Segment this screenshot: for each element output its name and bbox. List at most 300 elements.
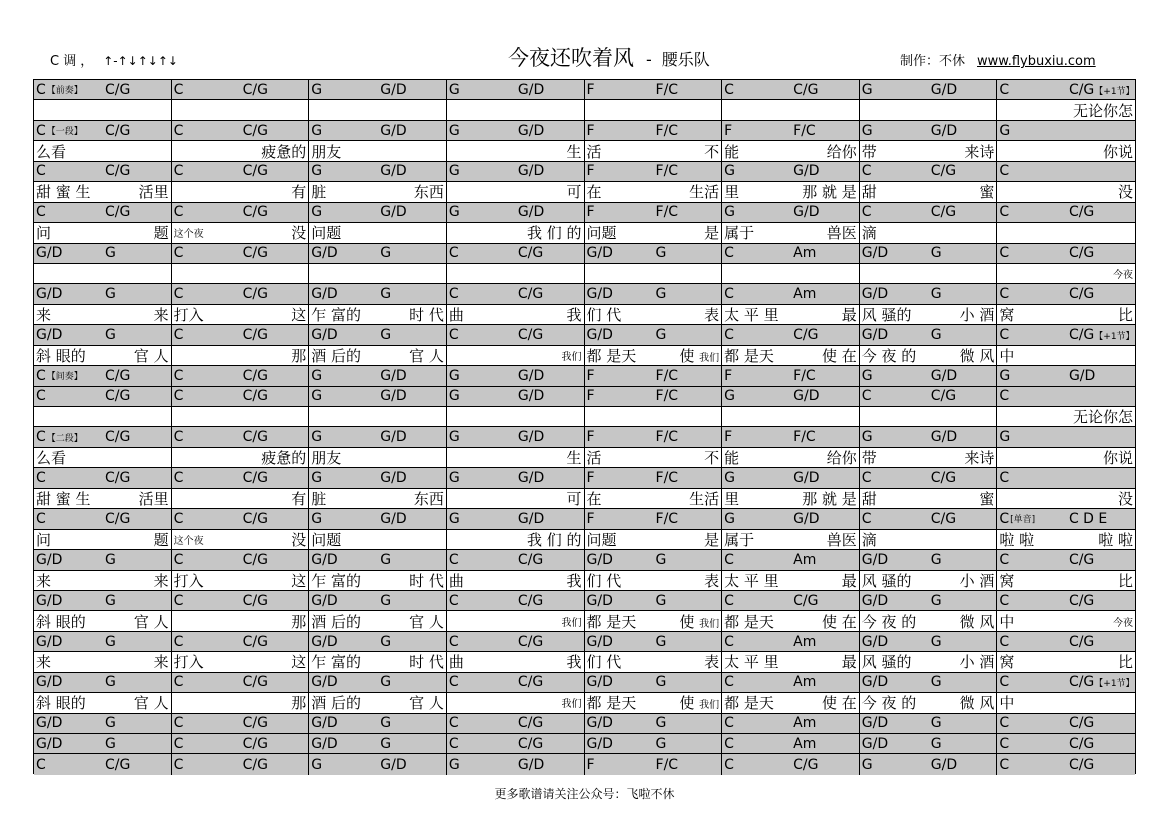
chord-symbol-secondary: C/G: [105, 429, 131, 446]
lyric-measure: [722, 489, 860, 508]
chord-symbol: G: [448, 429, 460, 446]
chord-symbol: C: [36, 122, 46, 139]
chord-symbol-secondary: G/D: [930, 367, 958, 384]
chord-symbol: F: [724, 122, 733, 139]
chord-symbol-secondary: F/C: [655, 81, 679, 98]
chord-symbol: G: [311, 81, 323, 98]
chord-symbol-secondary: G/D: [793, 470, 820, 487]
chord-measure: [34, 509, 172, 528]
lyric-text: 这: [291, 571, 307, 590]
chord-measure: [997, 550, 1135, 569]
chord-symbol-secondary: F/C: [655, 367, 679, 384]
chord-symbol: G/D: [311, 245, 338, 262]
chord-measure: [309, 714, 447, 733]
chord-symbol-secondary: G/D: [517, 429, 545, 446]
lyric-text: 官 人: [409, 694, 444, 713]
chord-symbol: C: [173, 592, 184, 609]
chord-measure: [172, 673, 310, 692]
chord-measure: [34, 734, 172, 753]
lyric-text: 都 是天: [586, 612, 637, 631]
lyric-text: 问题: [586, 530, 617, 549]
lyric-measure: [860, 693, 998, 712]
lyric-measure: [309, 223, 447, 242]
lyric-measure: [309, 448, 447, 467]
chord-measure: [585, 632, 723, 651]
key-label: C 调: [50, 54, 77, 69]
lyric-text: 微 风: [959, 612, 995, 631]
chord-symbol: C: [173, 674, 184, 691]
lyric-measure: [585, 407, 723, 426]
chord-measure: [860, 714, 998, 733]
chord-symbol: G/D: [586, 551, 613, 568]
lyric-measure: [860, 611, 998, 630]
chord-symbol-secondary: C/G: [242, 551, 268, 568]
lyric-measure: [309, 652, 447, 671]
lyric-measure: [172, 611, 310, 630]
chord-symbol: C: [173, 510, 184, 527]
lyric-text: 活: [586, 449, 602, 468]
chord-measure: [997, 387, 1135, 406]
lyric-text: 这: [291, 306, 307, 325]
lyric-text: 疲惫: [261, 142, 292, 161]
chord-symbol: C: [999, 674, 1010, 691]
lyric-text: 风 骚的: [861, 653, 912, 672]
lyric-measure: [722, 611, 860, 630]
chord-symbol-secondary: G: [655, 735, 667, 752]
key-separator: ，: [80, 54, 94, 69]
chord-symbol-secondary: C/G: [517, 551, 544, 568]
lyric-text: 那: [291, 694, 307, 713]
song-title: 今夜还吹着风: [508, 46, 634, 70]
chord-symbol: G/D: [36, 286, 63, 303]
chord-symbol-secondary: G: [105, 551, 116, 568]
chord-symbol-secondary: C/G: [242, 286, 268, 303]
chord-measure: [722, 325, 860, 344]
chord-symbol-secondary: F/C: [793, 367, 816, 384]
lyric-measure: [997, 448, 1135, 467]
chord-measure: [447, 366, 585, 385]
chord-symbol: C: [36, 81, 46, 98]
chord-symbol-secondary: C/G: [242, 633, 268, 650]
lyric-text: 属于: [724, 224, 755, 243]
lyric-measure: [172, 305, 310, 324]
song-title-block: [508, 42, 710, 72]
chord-symbol-secondary: C/G: [793, 326, 819, 343]
lyric-measure: [997, 264, 1135, 283]
lyric-text: 乍 富的: [311, 306, 362, 325]
chord-measure: [722, 366, 860, 385]
chord-symbol-secondary: C/G: [242, 388, 268, 405]
lyric-text: 是: [704, 530, 720, 549]
lyric-text: 在: [586, 183, 602, 202]
chord-symbol-secondary: C/G【+1节】: [1068, 326, 1135, 343]
chord-symbol-secondary: C/G: [1068, 551, 1095, 568]
chord-symbol: C: [999, 81, 1010, 98]
lyric-measure: [997, 223, 1135, 242]
chord-measure: [722, 734, 860, 753]
lyric-text: 生: [566, 449, 582, 468]
chord-symbol-secondary: Am: [793, 551, 817, 568]
chord-symbol: G: [311, 470, 323, 487]
lyric-text: 最: [841, 571, 857, 590]
chord-symbol: G/D: [36, 592, 63, 609]
chord-symbol: G: [724, 388, 735, 405]
chord-measure: [722, 284, 860, 303]
chord-symbol-secondary: G: [930, 715, 942, 732]
chord-measure: [172, 734, 310, 753]
chord-measure: [585, 468, 723, 487]
chord-symbol: G/D: [311, 286, 338, 303]
chord-measure: [860, 366, 998, 385]
lyric-text: 没: [291, 530, 307, 549]
lyric-text: 表: [704, 653, 720, 672]
chord-symbol: G/D: [861, 326, 889, 343]
lyric-text: 可: [566, 183, 582, 202]
chord-symbol-secondary: C/G: [930, 388, 957, 405]
lyric-text: 兽医: [826, 224, 857, 243]
lyric-measure: [172, 223, 310, 242]
chord-symbol: C: [861, 204, 872, 221]
chord-symbol-secondary: C/G: [242, 756, 268, 773]
chord-symbol-secondary: C/G: [105, 122, 131, 139]
chord-measure: [447, 284, 585, 303]
chord-symbol-secondary: G: [930, 674, 942, 691]
lyric-text: 不: [704, 449, 720, 468]
chord-symbol-secondary: G: [655, 715, 667, 732]
lyric-text: 曲: [448, 653, 464, 672]
chord-measure: [997, 162, 1135, 181]
chord-symbol: C: [999, 715, 1010, 732]
lyric-text: 乍 富的: [311, 653, 362, 672]
chord-measure: [309, 121, 447, 140]
chord-symbol: C: [36, 204, 46, 221]
chord-symbol: C: [36, 367, 46, 384]
chord-symbol: C: [173, 470, 184, 487]
chord-symbol-secondary: C/G: [517, 245, 544, 262]
lyric-text: 风 骚的: [861, 306, 912, 325]
chord-symbol-secondary: C/G: [1068, 204, 1095, 221]
chord-symbol-secondary: G: [380, 286, 392, 303]
chord-symbol: C: [724, 735, 734, 752]
lyric-text: 都 是天: [724, 346, 774, 365]
lyric-measure: [585, 141, 723, 160]
chord-measure: [172, 550, 310, 569]
chord-symbol: G: [448, 163, 460, 180]
lyric-text: 滴: [861, 530, 877, 549]
chord-measure: [860, 632, 998, 651]
chord-measure: [585, 427, 723, 446]
chord-measure: [309, 632, 447, 651]
chord-symbol-secondary: F/C: [655, 204, 679, 221]
chord-symbol: C: [173, 326, 184, 343]
lyric-text: 酒 后的: [311, 612, 362, 631]
lyric-text: 今夜: [1113, 270, 1133, 282]
chord-symbol-secondary: C/G: [242, 735, 268, 752]
chord-symbol: C: [724, 551, 734, 568]
chord-measure: [722, 427, 860, 446]
chord-symbol: G/D: [586, 633, 613, 650]
section-tag: 【二段】: [46, 433, 83, 444]
lyric-text: 曲: [448, 306, 464, 325]
lyric-text: 来: [36, 306, 52, 325]
chord-symbol: C: [448, 245, 459, 262]
lyric-measure: [447, 305, 585, 324]
chord-measure: [722, 121, 860, 140]
chord-symbol: C: [861, 388, 872, 405]
chord-measure: [722, 244, 860, 263]
lyric-measure: [860, 571, 998, 590]
chord-measure: [722, 387, 860, 406]
chord-symbol: C: [36, 388, 46, 405]
chord-symbol: G/D: [861, 715, 889, 732]
chord-measure: [447, 387, 585, 406]
chord-symbol-secondary: C/G: [242, 674, 268, 691]
lyric-text: 问题: [586, 224, 617, 243]
lyric-text: 们 代: [586, 653, 622, 672]
chord-symbol-secondary: C/G: [1068, 633, 1095, 650]
chord-symbol: C: [448, 735, 459, 752]
chord-row: [34, 244, 1135, 264]
lyric-measure: [860, 305, 998, 324]
lyric-measure: [585, 223, 723, 242]
chord-symbol-secondary: G: [105, 674, 116, 691]
lyric-text: 那: [291, 346, 307, 365]
chord-symbol: G/D: [861, 592, 889, 609]
chord-symbol: G: [311, 163, 323, 180]
chord-symbol: G: [448, 367, 460, 384]
chord-measure: [997, 121, 1135, 140]
section-tag: 【间奏】: [46, 372, 83, 383]
chord-measure: [860, 325, 998, 344]
chord-symbol-secondary: C/G: [1068, 286, 1095, 303]
chord-symbol-secondary: G/D: [930, 81, 958, 98]
chord-symbol-secondary: C/G: [105, 388, 131, 405]
lyric-row: [34, 100, 1135, 120]
lyric-measure: [34, 448, 172, 467]
chord-measure: [860, 673, 998, 692]
lyric-measure: [722, 305, 860, 324]
chord-symbol: G/D: [36, 551, 63, 568]
chord-measure: [997, 468, 1135, 487]
chord-symbol: G/D: [586, 735, 613, 752]
chord-symbol-secondary: G: [930, 286, 942, 303]
chord-measure: [860, 387, 998, 406]
chord-symbol-secondary: G: [380, 715, 392, 732]
lyric-row: [34, 407, 1135, 427]
chord-measure: [585, 284, 723, 303]
chord-symbol: G/D: [586, 715, 613, 732]
chord-measure: [997, 427, 1135, 446]
chord-measure: [309, 468, 447, 487]
lyric-row: [34, 571, 1135, 591]
chord-measure: [722, 203, 860, 222]
chord-measure: [172, 468, 310, 487]
lyric-measure: [860, 346, 998, 365]
chord-symbol-secondary: C/G: [242, 245, 268, 262]
lyric-measure: [34, 264, 172, 283]
lyric-text: 小 酒: [959, 571, 995, 590]
lyric-text: 都 是天: [724, 694, 774, 713]
chord-symbol: G: [311, 204, 323, 221]
footer-note: 更多歌谱请关注公众号：飞啦不休: [494, 787, 675, 801]
lyric-measure: [172, 182, 310, 201]
chord-measure: [585, 203, 723, 222]
lyric-measure: [860, 223, 998, 242]
chord-symbol-secondary: G/D: [517, 81, 545, 98]
chord-symbol: C: [724, 674, 734, 691]
lyric-text: 最: [841, 653, 857, 672]
chord-symbol: C: [999, 388, 1010, 405]
chord-measure: [447, 673, 585, 692]
lyric-text: 怎: [1117, 101, 1133, 120]
lyric-text: 比: [1117, 653, 1133, 672]
lyric-text: 你说: [1102, 142, 1133, 161]
chord-symbol-secondary: F/C: [655, 388, 679, 405]
section-tag: [单音]: [1010, 515, 1036, 526]
chord-measure: [585, 714, 723, 733]
lyric-row: [34, 652, 1135, 672]
chord-symbol-secondary: C/G: [517, 735, 544, 752]
lyric-measure: [34, 182, 172, 201]
lyric-text: 太 平 里: [724, 653, 779, 672]
chord-symbol-secondary: F/C: [655, 470, 679, 487]
lyric-measure: [172, 141, 310, 160]
chord-symbol: F: [586, 429, 595, 446]
chord-symbol: G/D: [311, 674, 338, 691]
chord-measure: [860, 468, 998, 487]
lyric-row: [34, 223, 1135, 243]
lyric-measure: [34, 346, 172, 365]
lyric-text: 题: [153, 224, 169, 243]
chord-symbol: C: [36, 163, 46, 180]
chord-symbol: G/D: [311, 715, 338, 732]
chord-symbol-secondary: Am: [793, 715, 817, 732]
chord-row: [34, 366, 1135, 386]
chord-symbol: G/D: [586, 674, 613, 691]
chord-symbol: G: [999, 367, 1011, 384]
lyric-measure: [34, 571, 172, 590]
lyric-text: 比: [1117, 306, 1133, 325]
chord-symbol: C: [999, 163, 1010, 180]
chord-measure: [34, 284, 172, 303]
chord-measure: [722, 80, 860, 99]
lyric-text: 有: [291, 489, 307, 508]
chord-symbol: C: [861, 510, 872, 527]
lyric-measure: [722, 652, 860, 671]
chord-symbol-secondary: C/G: [930, 470, 957, 487]
lyric-measure: [447, 611, 585, 630]
lyric-measure: [447, 223, 585, 242]
chord-symbol: C: [173, 204, 184, 221]
chord-symbol-secondary: G/D: [517, 510, 545, 527]
lyric-text: 的: [291, 449, 307, 468]
chord-symbol-secondary: G/D: [380, 510, 407, 527]
lyric-measure: [309, 407, 447, 426]
lyric-measure: [585, 182, 723, 201]
lyric-measure: [997, 182, 1135, 201]
chord-symbol-secondary: G: [655, 245, 667, 262]
chord-symbol-secondary: C/G【+1节】: [1068, 674, 1135, 691]
chord-measure: [997, 734, 1135, 753]
chord-symbol: C: [36, 756, 46, 773]
chord-symbol-secondary: G/D: [380, 429, 407, 446]
chord-measure: [997, 284, 1135, 303]
chord-symbol-secondary: G: [930, 551, 942, 568]
chord-symbol: C: [173, 756, 184, 773]
lyric-measure: [997, 489, 1135, 508]
lyric-measure: [585, 693, 723, 712]
chord-symbol-secondary: C D E: [1068, 510, 1108, 527]
lyric-text: 么看: [36, 142, 67, 161]
lyric-text: 可: [566, 489, 582, 508]
chord-symbol-secondary: C/G: [793, 81, 819, 98]
lyric-measure: [997, 407, 1135, 426]
chord-measure: [447, 632, 585, 651]
chord-measure: [585, 591, 723, 610]
chord-measure: [860, 162, 998, 181]
chord-symbol: C: [173, 367, 184, 384]
chord-symbol: G/D: [861, 674, 889, 691]
chord-symbol-secondary: G: [105, 245, 116, 262]
chord-measure: [172, 325, 310, 344]
lyric-measure: [860, 652, 998, 671]
chord-row: [34, 591, 1135, 611]
chord-measure: [860, 244, 998, 263]
chord-symbol-secondary: G: [655, 551, 667, 568]
chord-measure: [34, 754, 172, 774]
lyric-measure: [172, 571, 310, 590]
chord-symbol-secondary: G: [655, 633, 667, 650]
title-dash: -: [646, 50, 652, 69]
chord-symbol-secondary: C/G: [105, 470, 131, 487]
chord-symbol-secondary: G: [655, 326, 667, 343]
chord-symbol: C: [999, 633, 1010, 650]
chord-symbol: C: [173, 551, 184, 568]
website-link[interactable]: www.flybuxiu.com: [977, 54, 1096, 69]
chord-symbol-secondary: G/D: [930, 122, 958, 139]
lyric-text: 今 夜 的: [861, 694, 917, 713]
chord-symbol-secondary: G/D: [380, 163, 407, 180]
lyric-measure: [447, 448, 585, 467]
lyric-measure: [34, 693, 172, 712]
lyric-measure: [860, 489, 998, 508]
chord-symbol-secondary: G: [105, 633, 116, 650]
chord-symbol: G: [724, 510, 735, 527]
chord-symbol-secondary: G: [930, 633, 942, 650]
lyric-text: 我: [566, 653, 582, 672]
chord-measure: [997, 366, 1135, 385]
lyric-measure: [585, 264, 723, 283]
lyric-text: 么看: [36, 449, 67, 468]
chord-symbol-secondary: C/G: [242, 592, 268, 609]
chord-symbol: G/D: [36, 245, 63, 262]
chord-symbol: G/D: [311, 735, 338, 752]
chord-symbol-secondary: Am: [793, 735, 817, 752]
chord-symbol: G: [311, 510, 323, 527]
lyric-measure: [447, 693, 585, 712]
chord-measure: [447, 714, 585, 733]
lyric-measure: [34, 100, 172, 119]
lyric-measure: [309, 346, 447, 365]
chord-symbol: G: [448, 510, 460, 527]
lyric-text: 曲: [448, 571, 464, 590]
chord-measure: [309, 509, 447, 528]
chord-symbol: C: [999, 735, 1010, 752]
chord-symbol-secondary: F/C: [655, 163, 679, 180]
chord-measure: [860, 754, 998, 774]
chord-symbol: G/D: [861, 633, 889, 650]
chord-symbol-secondary: G/D: [517, 367, 545, 384]
